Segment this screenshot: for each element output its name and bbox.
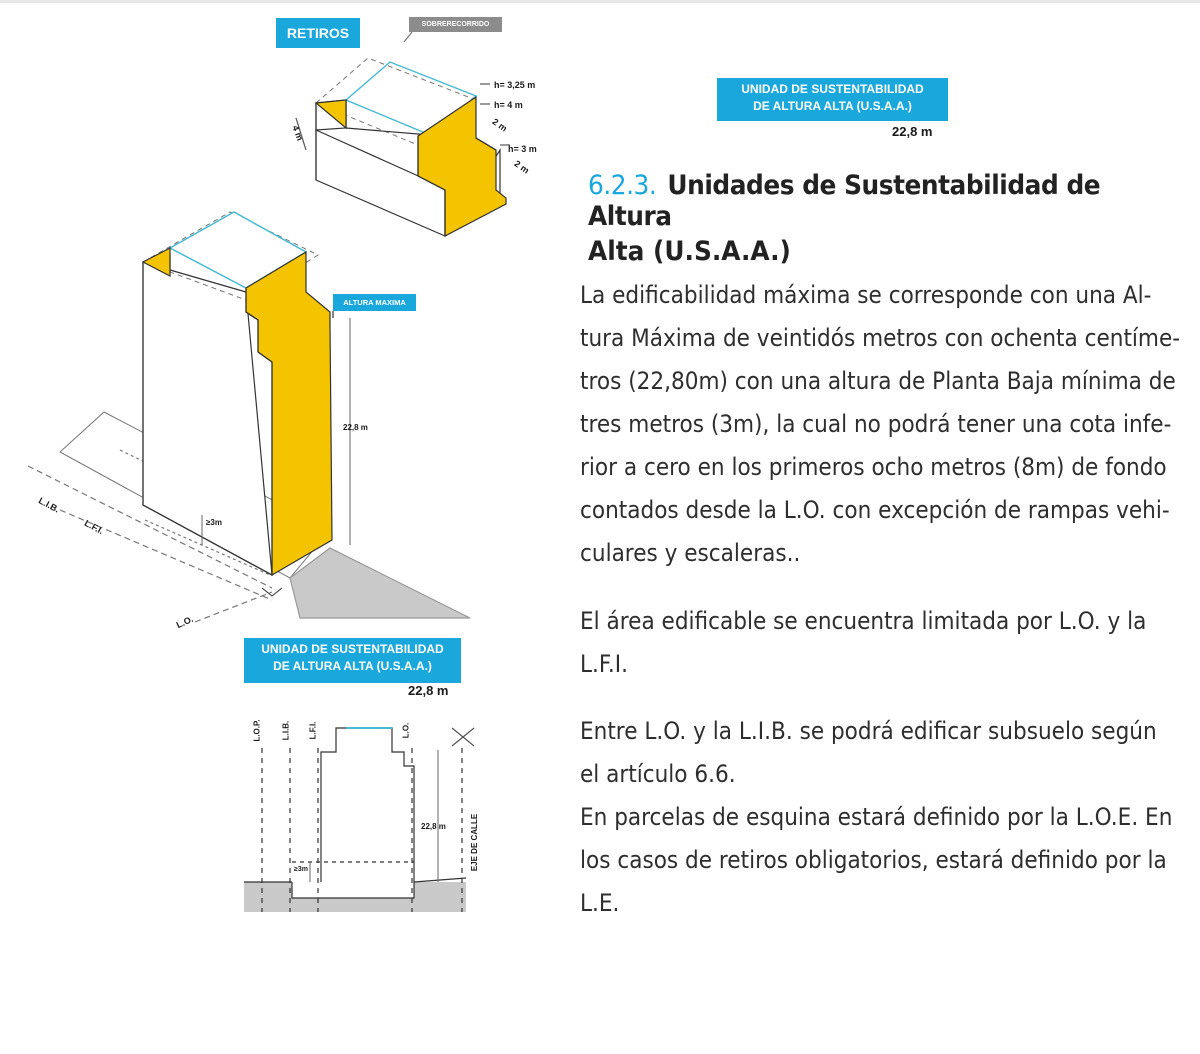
p1-line: tura Máxima de veintidós metros con ochenta centíme- bbox=[580, 324, 1181, 352]
p3-line: el artículo 6.6. bbox=[580, 760, 736, 788]
altura-maxima-tag: ALTURA MAXIMA bbox=[333, 294, 416, 311]
dim-h3: h= 3 m bbox=[508, 144, 537, 154]
article-heading bbox=[588, 170, 1151, 232]
usaa-top-line2: DE ALTURA ALTA (U.S.A.A.) bbox=[753, 99, 912, 113]
section-ge3m-label: ≥3m bbox=[294, 866, 308, 873]
p3-line: Entre L.O. y la L.I.B. se podrá edificar subsuelo según bbox=[580, 717, 1157, 745]
p3-line: los casos de retiros obligatorios, estará definido por la bbox=[580, 846, 1167, 874]
paragraph-2 bbox=[580, 600, 1172, 686]
p1-line: tros (22,80m) con una altura de Planta Baja mínima de bbox=[580, 367, 1176, 395]
lib-label: L.I.B. bbox=[36, 495, 62, 515]
p1-line: tres metros (3m), la cual no podrá tener una cota infe- bbox=[580, 410, 1172, 438]
p1-line: La edificabilidad máxima se corresponde con una Al- bbox=[580, 281, 1152, 309]
usaa-bottom-height: 22,8 m bbox=[408, 683, 449, 698]
section-lfi-label: L.F.I. bbox=[308, 721, 318, 740]
p2-line: L.F.I. bbox=[580, 650, 628, 678]
p3-line: L.E. bbox=[580, 889, 620, 917]
usaa-top-height: 22,8 m bbox=[892, 124, 933, 139]
p3-line: En parcelas de esquina estará definido por la L.O.E. En bbox=[580, 803, 1173, 831]
sobrerecorrido-tag: SOBRERECORRIDO bbox=[409, 17, 502, 32]
section-height-label: 22,8 m bbox=[421, 822, 446, 831]
eje-de-calle-label: EJE DE CALLE bbox=[470, 813, 480, 872]
section-lop-label: L.O.P. bbox=[252, 719, 262, 742]
main-ge3m-label: ≥3m bbox=[206, 518, 222, 527]
main-height-label: 22,8 m bbox=[343, 423, 368, 432]
dim-h325: h= 3,25 m bbox=[494, 80, 536, 90]
paragraph-3 bbox=[580, 710, 1172, 925]
usaa-bottom-line2: DE ALTURA ALTA (U.S.A.A.) bbox=[273, 659, 432, 673]
usaa-top-line1: UNIDAD DE SUSTENTABILIDAD bbox=[741, 82, 924, 96]
lfi-label: L.F.I. bbox=[82, 517, 106, 537]
dim-4m: 4 m bbox=[290, 123, 306, 143]
dim-h4: h= 4 m bbox=[494, 100, 523, 110]
article-title-part1: Unidades de Sustentabilidad de Altura bbox=[588, 170, 1101, 232]
p1-line: rior a cero en los primeros ocho metros (8m) de fondo bbox=[580, 453, 1167, 481]
article-title-part2: Alta (U.S.A.A.) bbox=[588, 236, 791, 267]
usaa-badge-top bbox=[717, 78, 948, 121]
p2-line: El área edificable se encuentra limitada por L.O. y la bbox=[580, 607, 1147, 635]
usaa-bottom-line1: UNIDAD DE SUSTENTABILIDAD bbox=[261, 642, 444, 656]
dim-2m-a: 2 m bbox=[490, 116, 509, 134]
section-lo-label: L.O. bbox=[401, 722, 411, 739]
retiros-block bbox=[296, 32, 510, 236]
section-lib-label: L.I.B. bbox=[281, 720, 291, 741]
section-view bbox=[244, 728, 474, 912]
paragraph-1 bbox=[580, 274, 1181, 575]
usaa-badge-bottom bbox=[244, 638, 461, 683]
p1-line: contados desde la L.O. con excepción de rampas vehi- bbox=[580, 496, 1170, 524]
lo-label: L.O. bbox=[174, 613, 195, 631]
article-number: 6.2.3. bbox=[588, 170, 657, 201]
p1-line: culares y escaleras.. bbox=[580, 539, 801, 567]
main-building-block bbox=[28, 212, 470, 622]
retiros-tag: RETIROS bbox=[276, 18, 360, 48]
dim-2m-b: 2 m bbox=[512, 158, 531, 176]
